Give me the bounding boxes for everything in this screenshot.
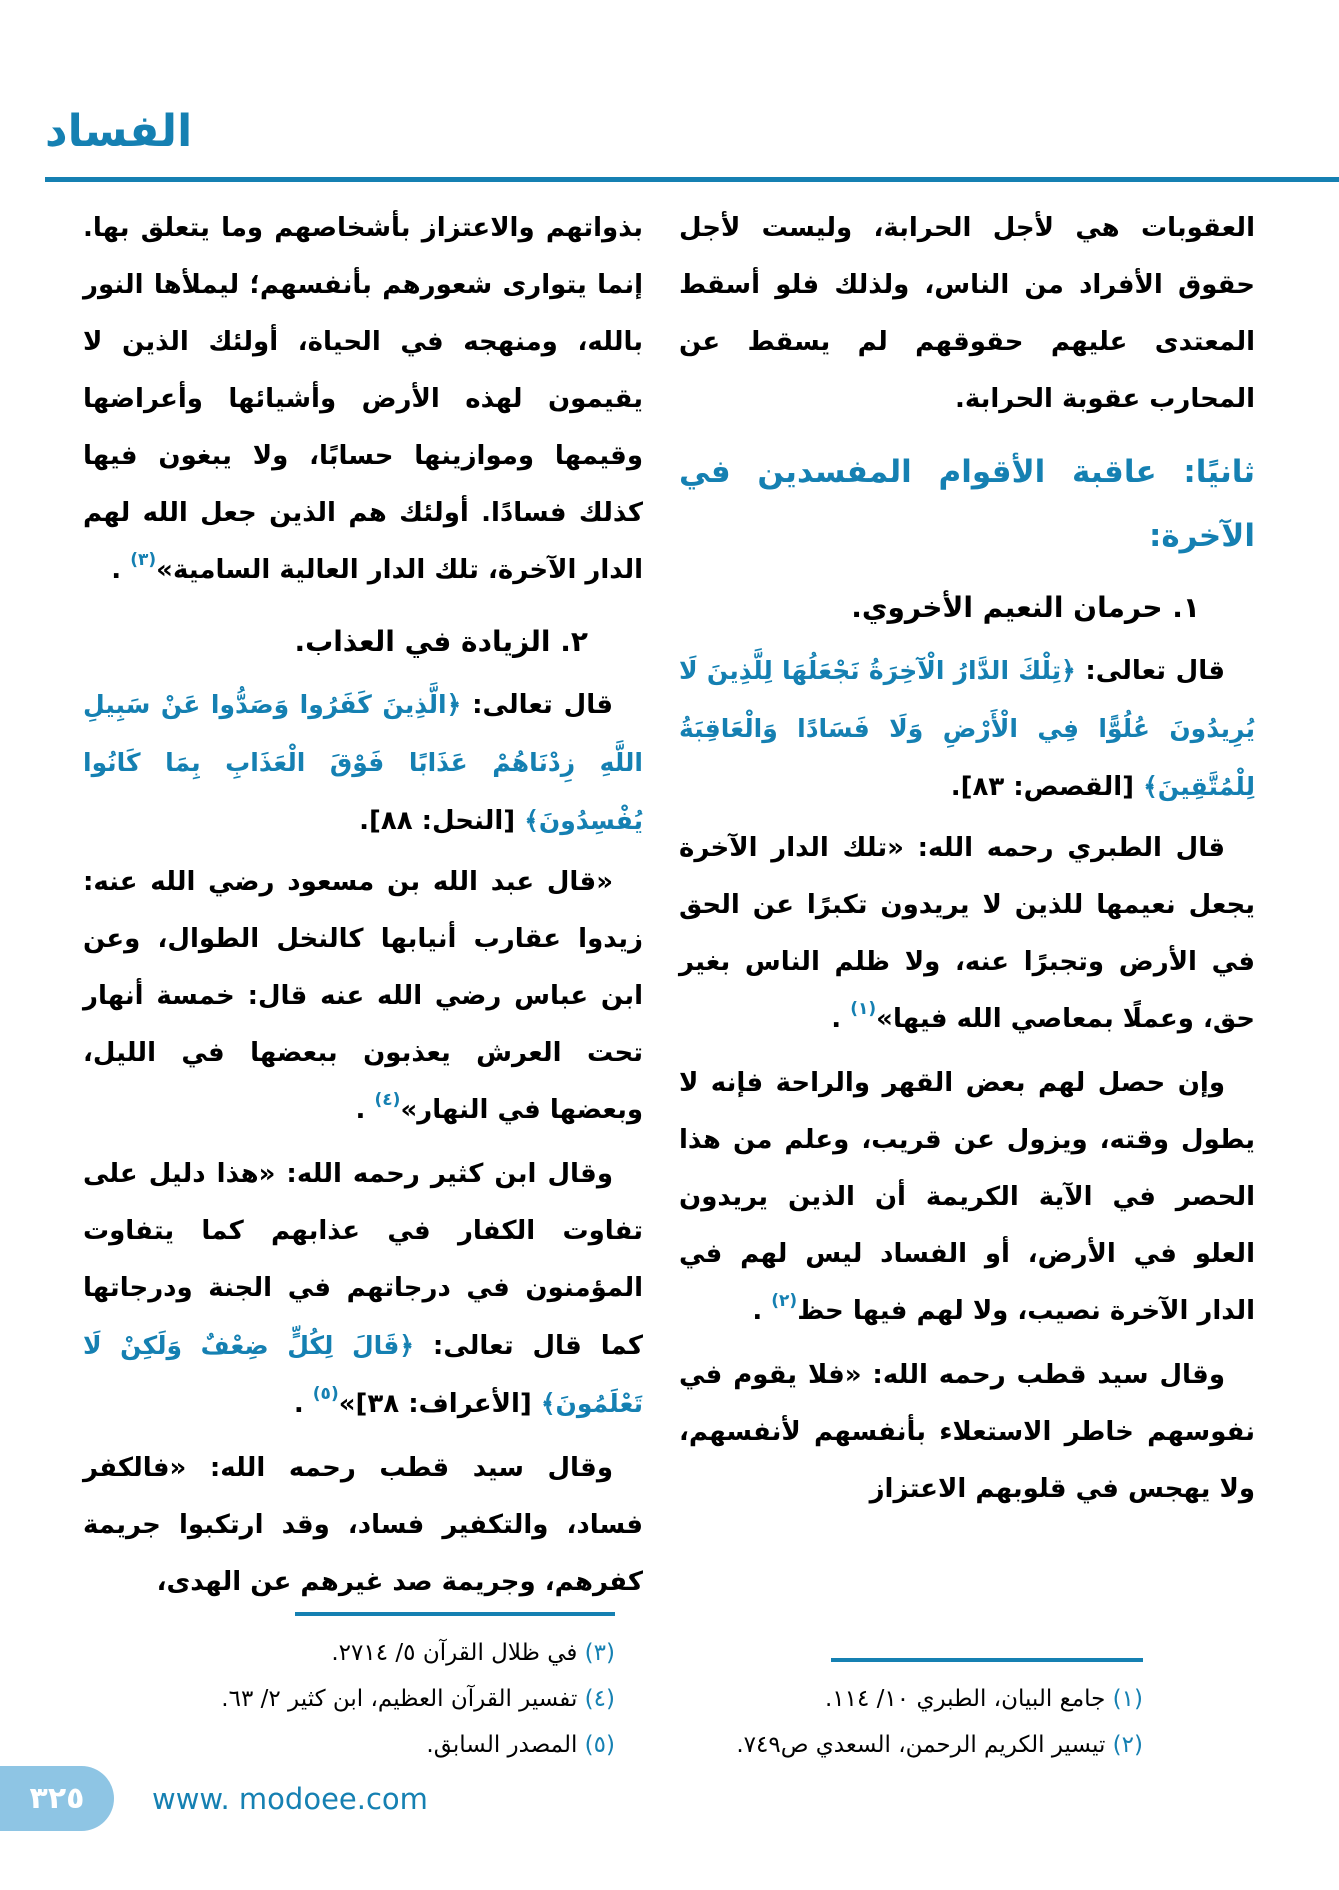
footnote-number: (٣) <box>577 1640 615 1666</box>
quran-verse: ﴿الَّذِينَ كَفَرُوا وَصَدُّوا عَنْ سَبِيلِ اللَّهِ زِدْنَاهُمْ عَذَابًا فَوْقَ الْعَذَابِ بِمَا كَانُوا يُفْسِدُونَ﴾ <box>83 690 643 835</box>
footnote-ref: (٥) <box>312 1384 339 1404</box>
footnote-ref: (٣) <box>130 550 157 570</box>
header-rule <box>45 177 1339 182</box>
column-left <box>83 196 643 1768</box>
footnote <box>679 1676 1143 1722</box>
paragraph <box>679 642 1255 816</box>
footnote-ref: (٤) <box>374 1090 401 1110</box>
footnote-list-left <box>83 1630 643 1768</box>
body-text: . <box>111 555 131 585</box>
body-text: قال تعالى: <box>461 690 613 720</box>
footnote-separator <box>831 1658 1143 1662</box>
body-text: وقال ابن كثير رحمه الله: «هذا دليل على تفاوت الكفار في عذابهم كما يتفاوت المؤمنون في درجاتهم في الجنة ودرجاتها كما قال تعالى: <box>83 1159 644 1361</box>
body-text: [القصص: ٨٣]. <box>950 772 1144 802</box>
paragraph <box>83 854 643 1142</box>
footnote-ref: (١) <box>850 999 877 1019</box>
body-text: «قال عبد الله بن مسعود رضي الله عنه: زيدوا عقارب أنيابها كالنخل الطوال، وعن ابن عباس رضي الله عنه قال: خمسة أنهار تحت العرش يعذبون ببعضها في الليل، وبعضها في النهار» <box>83 867 643 1125</box>
footnote-text: تفسير القرآن العظيم، ابن كثير ٢/ ٦٣. <box>221 1686 578 1712</box>
footnote-number: (٢) <box>1105 1732 1143 1758</box>
footnote-text: المصدر السابق. <box>426 1732 578 1758</box>
footnotes-right <box>679 1658 1255 1768</box>
footnote-number: (٤) <box>577 1686 615 1712</box>
footnote <box>83 1722 615 1768</box>
text-columns <box>83 196 1255 1768</box>
body-text: [الأعراف: ٣٨]» <box>338 1389 541 1419</box>
footnote-separator <box>295 1612 615 1616</box>
paragraph <box>83 676 643 850</box>
section-heading: ثانيًا: عاقبة الأقوام المفسدين في الآخرة: <box>679 454 1255 554</box>
footnote-text: تيسير الكريم الرحمن، السعدي ص٧٤٩. <box>736 1732 1106 1758</box>
footnote-text: في ظلال القرآن ٥/ ٢٧١٤. <box>331 1640 578 1666</box>
body-text: بذواتهم والاعتزاز بأشخاصهم وما يتعلق بها. إنما يتوارى شعورهم بأنفسهم؛ ليملأها النور بالله، ومنهجه في الحياة، أولئك الذين لا يقيمون لهذه الأرض وأشيائها وأعراضها وقيمها وموازينها حسابًا، ولا يبغون فيها كذلك فسادًا. أولئك هم الذين جعل الله لهم الدار الآخرة، تلك الدار العالية السامية» <box>83 213 643 585</box>
paragraph <box>679 820 1255 1051</box>
body-text: وإن حصل لهم بعض القهر والراحة فإنه لا يطول وقته، ويزول عن قريب، وعلم من هذا الحصر في الآية الكريمة أن الذين يريدون العلو في الأرض، أو الفساد ليس لهم في الدار الآخرة نصيب، ولا لهم فيها حظ <box>679 1068 1255 1326</box>
footnotes-left <box>83 1612 643 1768</box>
paragraph <box>83 1146 643 1436</box>
column-right <box>679 196 1255 1768</box>
quran-verse: ﴿تِلْكَ الدَّارُ الْآخِرَةُ نَجْعَلُهَا لِلَّذِينَ لَا يُرِيدُونَ عُلُوًّا فِي الْأَرْضِ وَلَا فَسَادًا وَالْعَاقِبَةُ لِلْمُتَّقِينَ﴾ <box>679 656 1255 801</box>
footnote <box>83 1676 615 1722</box>
page-number: ٣٢٥ <box>29 1781 85 1816</box>
body-text: [النحل: ٨٨]. <box>359 806 525 836</box>
footnote-text: جامع البيان، الطبري ١٠/ ١١٤. <box>824 1686 1106 1712</box>
column-right-text <box>679 196 1255 1518</box>
footnote-number: (٥) <box>577 1732 615 1758</box>
footnote-ref: (٢) <box>771 1291 798 1311</box>
body-text: . <box>355 1095 375 1125</box>
body-text: . <box>293 1389 313 1419</box>
body-text: وقال سيد قطب رحمه الله: «فالكفر فساد، والتكفير فساد، وقد ارتكبوا جريمة كفرهم، وجريمة صد غيرهم عن الهدى، <box>83 1453 643 1597</box>
body-text: العقوبات هي لأجل الحرابة، وليست لأجل حقوق الأفراد من الناس، ولذلك فلو أسقط المعتدى عليهم حقوقهم لم يسقط عن المحارب عقوبة الحرابة. <box>679 213 1255 414</box>
paragraph <box>679 1055 1255 1343</box>
footnote <box>83 1630 615 1676</box>
body-text: وقال سيد قطب رحمه الله: «فلا يقوم في نفوسهم خاطر الاستعلاء بأنفسهم لأنفسهم، ولا يهجس في قلوبهم الاعتزاز <box>679 1360 1255 1504</box>
body-text: . <box>752 1296 772 1326</box>
website-url[interactable]: www. modoee.com <box>152 1782 428 1816</box>
paragraph <box>83 1440 643 1611</box>
quran-verse: ﴿قَالَ لِكُلٍّ ضِعْفٌ وَلَكِنْ لَا تَعْلَمُونَ﴾ <box>83 1331 643 1418</box>
body-text: قال الطبري رحمه الله: «تلك الدار الآخرة يجعل نعيمها للذين لا يريدون تكبرًا عن الحق في الأرض وتجبرًا عنه، ولا ظلم الناس بغير حق، وعملًا بمعاصي الله فيها» <box>679 833 1255 1034</box>
body-text: قال تعالى: <box>1075 656 1225 686</box>
numbered-heading: ٢. الزيادة في العذاب. <box>294 625 588 658</box>
column-left-text <box>83 196 643 1611</box>
numbered-heading: ١. حرمان النعيم الأخروي. <box>851 591 1200 624</box>
footnote <box>679 1722 1143 1768</box>
body-text: . <box>831 1004 851 1034</box>
paragraph <box>679 1347 1255 1518</box>
footnote-list-right <box>679 1676 1255 1768</box>
page-number-badge <box>0 1766 114 1831</box>
footnote-number: (١) <box>1105 1686 1143 1712</box>
paragraph <box>679 200 1255 428</box>
chapter-title: الفساد <box>45 106 193 157</box>
paragraph <box>83 200 643 602</box>
